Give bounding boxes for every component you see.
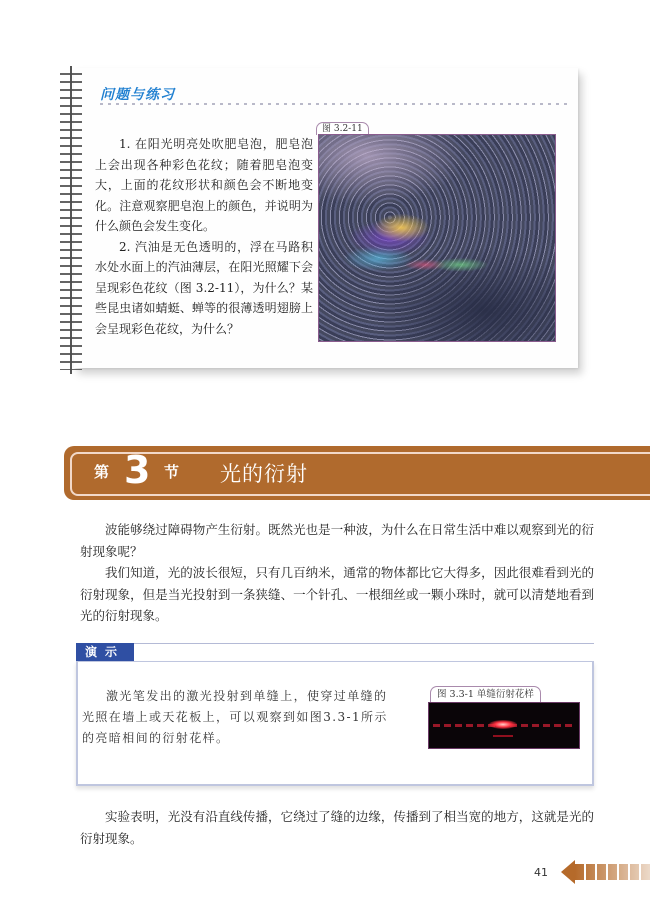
figure-3-3-1-label: 图 3.3-1 单缝衍射花样 — [430, 686, 541, 702]
arrow-left-icon — [561, 860, 575, 884]
page-arrow-bars — [575, 864, 650, 880]
question-2: 2. 汽油是无色透明的，浮在马路积水处水面上的汽油薄层，在阳光照耀下会呈现彩色花纹（图 3.2-11），为什么？某些昆虫诸如蜻蜓、蝉等的很薄透明翅膀上会呈现彩色花纹，为什么？ — [95, 239, 313, 336]
intro-paragraph-2: 我们知道，光的波长很短，只有几百纳米，通常的物体都比它大得多，因此很难看到光的衍射现象，但是当光投射到一条狭缝、一个针孔、一根细丝或一颗小珠时，就可以清楚地看到光的衍射现象。 — [80, 565, 594, 623]
section-title: 光的衍射 — [220, 462, 308, 486]
reflection-line — [493, 735, 513, 737]
intro-paragraph-1: 波能够绕过障碍物产生衍射。既然光也是一种波，为什么在日常生活中难以观察到光的衍射现象呢？ — [80, 522, 594, 559]
section-number: 3 — [124, 448, 151, 492]
conclusion-text — [80, 806, 594, 849]
figure-3-2-11-oil-film-image — [318, 134, 556, 342]
conclusion-paragraph: 实验表明，光没有沿直线传播，它绕过了缝的边缘，传播到了相当宽的地方，这就是光的衍射现象。 — [80, 809, 594, 846]
dotted-divider — [100, 103, 570, 105]
demo-tab: 演示 — [76, 643, 134, 661]
exercise-questions — [95, 134, 313, 339]
demo-paragraph: 激光笔发出的激光投射到单缝上，使穿过单缝的光照在墙上或天花板上，可以观察到如图3.3-1所示的亮暗相间的衍射花样。 — [82, 689, 388, 745]
page-number: 41 — [534, 866, 548, 879]
section-prefix: 第 — [94, 463, 110, 481]
section-suffix: 节 — [164, 463, 180, 481]
figure-3-2-11-label: 图 3.2-11 — [316, 122, 369, 135]
question-1: 1. 在阳光明亮处吹肥皂泡，肥皂泡上会出现各种彩色花纹；随着肥皂泡变大，上面的花纹形状和颜色会不断地变化。注意观察肥皂泡上的颜色，并说明为什么颜色会发生变化。 — [95, 137, 313, 233]
demo-top-rule — [76, 643, 594, 644]
central-maximum — [489, 720, 517, 729]
exercise-title: 问题与练习 — [100, 87, 175, 103]
spiral-binding-icon — [60, 70, 82, 370]
section-banner-border — [70, 452, 650, 496]
figure-3-3-1-diffraction-image — [428, 702, 580, 749]
demo-text — [82, 686, 400, 749]
intro-text — [80, 519, 594, 627]
